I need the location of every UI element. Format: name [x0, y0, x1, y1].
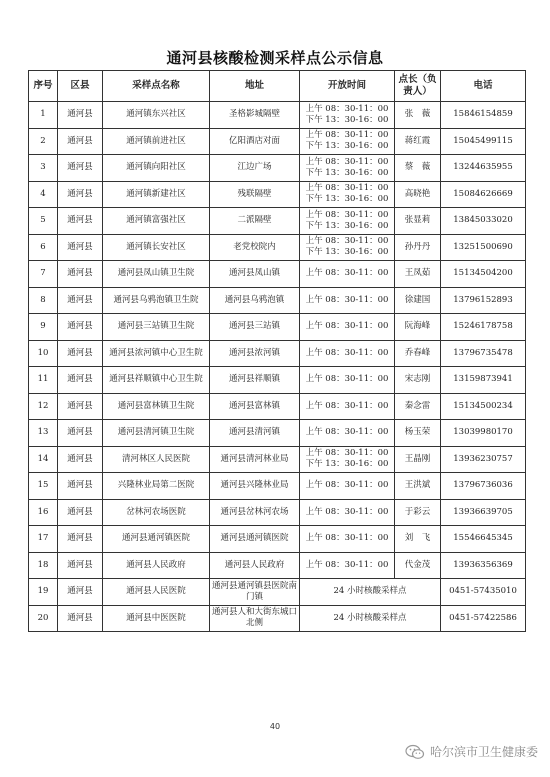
- cell-phone: 15134500234: [441, 393, 526, 420]
- table-row: [29, 579, 526, 606]
- cell-time: [300, 526, 395, 553]
- cell-site: 通河镇富强社区: [103, 208, 210, 235]
- table-row: [29, 499, 526, 526]
- cell-county: 通河县: [58, 473, 103, 500]
- cell-no: 5: [29, 208, 58, 235]
- cell-county: 通河县: [58, 181, 103, 208]
- table-row: [29, 102, 526, 129]
- cell-time: [300, 181, 395, 208]
- cell-leader: 于彩云: [395, 499, 441, 526]
- cell-phone: 13796736036: [441, 473, 526, 500]
- cell-time: [300, 552, 395, 579]
- cell-time: [300, 446, 395, 473]
- time-slot: 上午 08：30-11：00: [305, 103, 389, 114]
- table-row: [29, 605, 526, 632]
- time-slot: 上午 08：30-11：00: [305, 559, 389, 570]
- wechat-watermark: [405, 743, 538, 760]
- table-row: [29, 473, 526, 500]
- cell-leader: 蒋红霞: [395, 128, 441, 155]
- cell-phone: 13936639705: [441, 499, 526, 526]
- cell-address: 通河县三站镇: [210, 314, 300, 341]
- cell-address: 老党校院内: [210, 234, 300, 261]
- cell-phone: 15045499115: [441, 128, 526, 155]
- time-slot: 上午 08：30-11：00: [305, 448, 389, 459]
- cell-site: 岔林河农场医院: [103, 499, 210, 526]
- cell-time: [300, 367, 395, 394]
- cell-county: 通河县: [58, 420, 103, 447]
- time-slot: 上午 08：30-11：00: [305, 183, 389, 194]
- cell-no: 17: [29, 526, 58, 553]
- cell-county: 通河县: [58, 261, 103, 288]
- cell-leader: 宋志刚: [395, 367, 441, 394]
- cell-site: 通河镇东兴社区: [103, 102, 210, 129]
- cell-time: [300, 420, 395, 447]
- page-title: 通河县核酸检测采样点公示信息: [166, 49, 384, 67]
- cell-county: 通河县: [58, 234, 103, 261]
- cell-site: 通河镇前进社区: [103, 128, 210, 155]
- cell-county: 通河县: [58, 208, 103, 235]
- cell-county: 通河县: [58, 128, 103, 155]
- time-slot: 上午 08：30-11：00: [305, 427, 389, 438]
- time-slot: 下午 13：30-16：00: [305, 247, 389, 258]
- cell-no: 9: [29, 314, 58, 341]
- header-no: 序号: [29, 71, 58, 102]
- time-slot: 24 小时核酸采样点: [333, 586, 407, 597]
- cell-leader: 王凤茹: [395, 261, 441, 288]
- cell-county: 通河县: [58, 340, 103, 367]
- cell-address: 通河县兴隆林业局: [210, 473, 300, 500]
- table-row: [29, 287, 526, 314]
- cell-leader: 张 薇: [395, 102, 441, 129]
- cell-county: 通河县: [58, 499, 103, 526]
- cell-county: 通河县: [58, 155, 103, 182]
- cell-site: 通河县富林镇卫生院: [103, 393, 210, 420]
- cell-no: 1: [29, 102, 58, 129]
- header-site: 采样点名称: [103, 71, 210, 102]
- cell-leader: 张显莉: [395, 208, 441, 235]
- cell-phone: 13244635955: [441, 155, 526, 182]
- cell-county: 通河县: [58, 287, 103, 314]
- cell-address: 江边广场: [210, 155, 300, 182]
- cell-no: 6: [29, 234, 58, 261]
- cell-phone: 13796152893: [441, 287, 526, 314]
- cell-leader: 孙丹丹: [395, 234, 441, 261]
- cell-phone: 0451-57435010: [441, 579, 526, 606]
- cell-county: 通河县: [58, 314, 103, 341]
- header-county: 区县: [58, 71, 103, 102]
- cell-county: 通河县: [58, 526, 103, 553]
- cell-address: 通河县人民政府: [210, 552, 300, 579]
- table-row: [29, 234, 526, 261]
- table-row: [29, 261, 526, 288]
- cell-site: 通河县人民医院: [103, 579, 210, 606]
- cell-leader: 秦念雷: [395, 393, 441, 420]
- cell-time: [300, 499, 395, 526]
- time-slot: 上午 08：30-11：00: [305, 294, 389, 305]
- cell-phone: 13251500690: [441, 234, 526, 261]
- cell-county: 通河县: [58, 605, 103, 632]
- cell-no: 4: [29, 181, 58, 208]
- cell-no: 11: [29, 367, 58, 394]
- cell-time: [300, 155, 395, 182]
- cell-site: 通河镇新建社区: [103, 181, 210, 208]
- time-slot: 下午 13：30-16：00: [305, 114, 389, 125]
- cell-leader: 蔡 薇: [395, 155, 441, 182]
- table-row: [29, 155, 526, 182]
- cell-no: 3: [29, 155, 58, 182]
- cell-county: 通河县: [58, 579, 103, 606]
- cell-time: [300, 473, 395, 500]
- cell-time: [300, 128, 395, 155]
- cell-no: 13: [29, 420, 58, 447]
- cell-leader: 刘 飞: [395, 526, 441, 553]
- time-slot: 上午 08：30-11：00: [305, 347, 389, 358]
- cell-phone: 15546645345: [441, 526, 526, 553]
- cell-no: 19: [29, 579, 58, 606]
- cell-county: 通河县: [58, 102, 103, 129]
- cell-time: [300, 340, 395, 367]
- cell-time: [300, 393, 395, 420]
- time-slot: 上午 08：30-11：00: [305, 400, 389, 411]
- cell-county: 通河县: [58, 393, 103, 420]
- cell-time: [300, 261, 395, 288]
- table-row: [29, 420, 526, 447]
- cell-address: 通河县清河林业局: [210, 446, 300, 473]
- time-slot: 24 小时核酸采样点: [333, 612, 407, 623]
- cell-no: 12: [29, 393, 58, 420]
- time-slot: 上午 08：30-11：00: [305, 374, 389, 385]
- time-slot: 上午 08：30-11：00: [305, 236, 389, 247]
- table-body: [29, 102, 526, 632]
- cell-site: 通河镇长安社区: [103, 234, 210, 261]
- cell-phone: 13796735478: [441, 340, 526, 367]
- cell-address: 通河县浓河镇: [210, 340, 300, 367]
- header-phone: 电话: [441, 71, 526, 102]
- time-slot: 下午 13：30-16：00: [305, 141, 389, 152]
- cell-site: 通河县凤山镇卫生院: [103, 261, 210, 288]
- cell-phone: 13936230757: [441, 446, 526, 473]
- cell-time: [300, 579, 441, 606]
- cell-leader: 王洪斌: [395, 473, 441, 500]
- cell-site: 通河县人民政府: [103, 552, 210, 579]
- cell-county: 通河县: [58, 552, 103, 579]
- time-slot: 下午 13：30-16：00: [305, 459, 389, 470]
- cell-no: 7: [29, 261, 58, 288]
- cell-site: 通河县清河镇卫生院: [103, 420, 210, 447]
- cell-leader: 杨玉荣: [395, 420, 441, 447]
- cell-site: 清河林区人民医院: [103, 446, 210, 473]
- table-row: [29, 208, 526, 235]
- cell-phone: 15084626669: [441, 181, 526, 208]
- time-slot: 下午 13：30-16：00: [305, 194, 389, 205]
- page-number: 40: [269, 722, 281, 731]
- cell-leader: 阮海峰: [395, 314, 441, 341]
- cell-address: 通河县乌鸦泡镇: [210, 287, 300, 314]
- cell-address: 二派隔壁: [210, 208, 300, 235]
- time-slot: 上午 08：30-11：00: [305, 268, 389, 279]
- table-row: [29, 552, 526, 579]
- cell-no: 18: [29, 552, 58, 579]
- time-slot: 下午 13：30-16：00: [305, 167, 389, 178]
- cell-address: 通河县通河镇县医院南门镇: [210, 579, 300, 606]
- table-row: [29, 128, 526, 155]
- cell-address: 通河县通河镇医院: [210, 526, 300, 553]
- cell-phone: 13936356369: [441, 552, 526, 579]
- header-time: 开放时间: [300, 71, 395, 102]
- sampling-sites-table: [28, 70, 526, 632]
- time-slot: 上午 08：30-11：00: [305, 130, 389, 141]
- cell-address: 通河县祥顺镇: [210, 367, 300, 394]
- time-slot: 上午 08：30-11：00: [305, 506, 389, 517]
- cell-phone: 15846154859: [441, 102, 526, 129]
- cell-time: [300, 287, 395, 314]
- cell-no: 15: [29, 473, 58, 500]
- header-leader: 点长（负责人）: [395, 71, 441, 102]
- table-row: [29, 367, 526, 394]
- cell-leader: 高晓艳: [395, 181, 441, 208]
- cell-county: 通河县: [58, 446, 103, 473]
- cell-site: 兴隆林业局第二医院: [103, 473, 210, 500]
- cell-time: [300, 208, 395, 235]
- cell-site: 通河县浓河镇中心卫生院: [103, 340, 210, 367]
- table-row: [29, 526, 526, 553]
- table-row: [29, 446, 526, 473]
- cell-site: 通河县通河镇医院: [103, 526, 210, 553]
- time-slot: 上午 08：30-11：00: [305, 533, 389, 544]
- time-slot: 上午 08：30-11：00: [305, 209, 389, 220]
- time-slot: 下午 13：30-16：00: [305, 220, 389, 231]
- cell-leader: 乔春峰: [395, 340, 441, 367]
- wechat-icon: [405, 744, 425, 760]
- watermark-text: 哈尔滨市卫生健康委: [429, 745, 538, 759]
- table-row: [29, 181, 526, 208]
- cell-time: [300, 234, 395, 261]
- cell-time: [300, 605, 441, 632]
- cell-time: [300, 102, 395, 129]
- cell-site: 通河镇向阳社区: [103, 155, 210, 182]
- cell-phone: 15134504200: [441, 261, 526, 288]
- cell-county: 通河县: [58, 367, 103, 394]
- table-row: [29, 393, 526, 420]
- table-header-row: [29, 71, 526, 102]
- cell-address: 通河县清河镇: [210, 420, 300, 447]
- cell-no: 20: [29, 605, 58, 632]
- cell-address: 圣格影城隔壁: [210, 102, 300, 129]
- cell-site: 通河县祥顺镇中心卫生院: [103, 367, 210, 394]
- cell-phone: 13039980170: [441, 420, 526, 447]
- cell-leader: 王晶刚: [395, 446, 441, 473]
- cell-address: 通河县岔林河农场: [210, 499, 300, 526]
- cell-no: 10: [29, 340, 58, 367]
- cell-phone: 13159873941: [441, 367, 526, 394]
- time-slot: 上午 08：30-11：00: [305, 321, 389, 332]
- cell-no: 2: [29, 128, 58, 155]
- cell-phone: 13845033020: [441, 208, 526, 235]
- table-row: [29, 340, 526, 367]
- cell-no: 16: [29, 499, 58, 526]
- cell-no: 14: [29, 446, 58, 473]
- cell-time: [300, 314, 395, 341]
- cell-leader: 代金茂: [395, 552, 441, 579]
- time-slot: 上午 08：30-11：00: [305, 480, 389, 491]
- cell-address: 通河县富林镇: [210, 393, 300, 420]
- cell-site: 通河县乌鸦泡镇卫生院: [103, 287, 210, 314]
- time-slot: 上午 08：30-11：00: [305, 156, 389, 167]
- cell-phone: 0451-57422586: [441, 605, 526, 632]
- table-row: [29, 314, 526, 341]
- cell-site: 通河县三站镇卫生院: [103, 314, 210, 341]
- cell-site: 通河县中医医院: [103, 605, 210, 632]
- cell-address: 残联隔壁: [210, 181, 300, 208]
- cell-phone: 15246178758: [441, 314, 526, 341]
- cell-leader: 徐建国: [395, 287, 441, 314]
- cell-address: 亿阳酒店对面: [210, 128, 300, 155]
- cell-address: 通河县凤山镇: [210, 261, 300, 288]
- cell-address: 通河县人和大街东城口北侧: [210, 605, 300, 632]
- header-address: 地址: [210, 71, 300, 102]
- cell-no: 8: [29, 287, 58, 314]
